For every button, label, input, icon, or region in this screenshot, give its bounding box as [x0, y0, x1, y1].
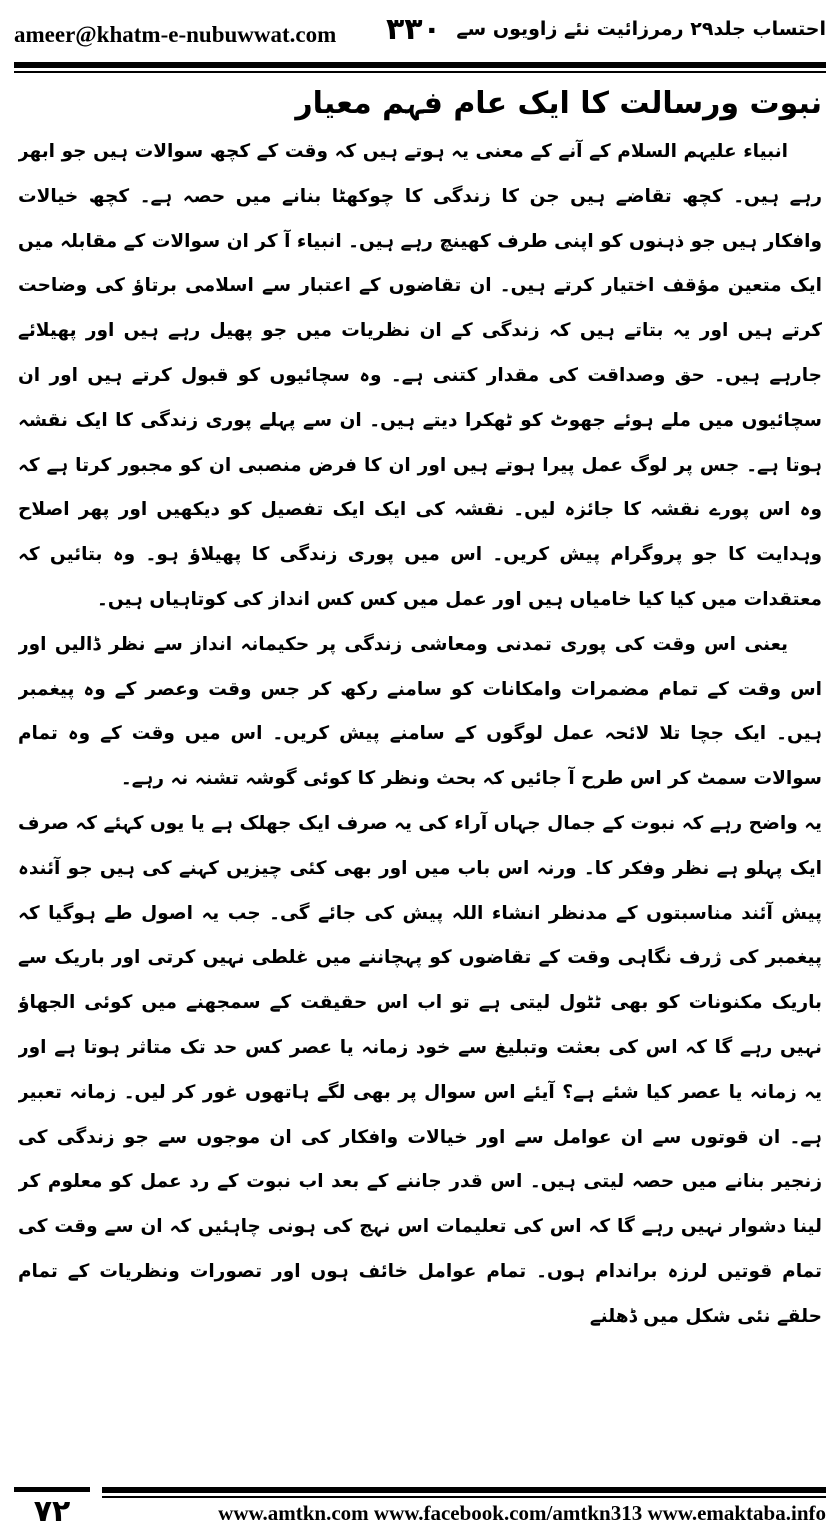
header-rule-thin	[14, 71, 826, 73]
article-heading: نبوت ورسالت کا ایک عام فہم معیار	[295, 86, 822, 121]
header-running-title: احتساب جلد۲۹ رمرزائیت نئے زاویوں سے	[456, 18, 826, 40]
article-paragraph-3: یہ واضح رہے کہ نبوت کے جمال جہاں آراء کی یہ صرف ایک جھلک ہے یا یوں کہئے کہ صرف ایک پہلو ہے نظر وفکر کا۔ ورنہ اس باب میں اور بھی کئی چیزیں کہنے کی ہیں جو آئندہ پیش آئند مناسبتوں کے مدنظر انشاء اللہ پیش کی جائے گی۔ جب یہ اصول طے ہوگیا کہ پیغمبر کی ژرف نگاہی وقت کے تقاضوں کو پہچاننے میں غلطی نہیں کرتی اور باریک سے باریک مکنونات کو بھی ٹٹول لیتی ہے تو اب اس حقیقت کے سمجھنے میں کوئی الجھاؤ نہیں رہے گا کہ اس کی بعثت وتبلیغ سے خود زمانہ یا عصر کس حد تک متاثر ہوتا ہے اور یہ زمانہ یا عصر کیا شئے ہے؟ آیئے اس سوال پر بھی لگے ہاتھوں غور کر لیں۔ زمانہ تعبیر ہے۔ ان قوتوں سے ان عوامل سے اور خیالات وافکار کی ان موجوں سے جو زندگی کی زنجیر بنانے میں حصہ لیتی ہیں۔ اس قدر جاننے کے بعد اب نبوت کے رد عمل کو معلوم کر لینا دشوار نہیں رہے گا کہ اس کی تعلیمات اس نہج کی ہونی چاہئیں کہ ان سے وقت کی تمام قوتیں لرزہ براندام ہوں۔ تمام عوامل خائف ہوں اور تصورات ونظریات کے تمام حلقے نئی شکل میں ڈھلنے	[18, 812, 822, 1327]
footer-page-number: ۷۲	[14, 1487, 90, 1536]
page-header	[14, 10, 826, 56]
footer-rule-thin	[102, 1496, 826, 1498]
page-footer	[14, 1485, 826, 1533]
footer-rule-thick	[102, 1487, 826, 1493]
header-email: ameer@khatm-e-nubuwwat.com	[14, 22, 337, 47]
header-page-number: ۳۳۰	[386, 12, 441, 47]
article-paragraph-2: یعنی اس وقت کی پوری تمدنی ومعاشی زندگی پر حکیمانہ انداز سے نظر ڈالیں اور اس وقت کے تمام مضمرات وامکانات کو سامنے رکھ کر جس وقت وعصر کے وہ پیغمبر ہیں۔ ایک جچا تلا لائحہ عمل لوگوں کے سامنے پیش کریں۔ اس میں وقت کے وہ تمام سوالات سمٹ کر اس طرح آ جائیں کہ بحث ونظر کا کوئی گوشہ تشنہ نہ رہے۔	[18, 633, 822, 790]
footer-links: www.amtkn.com www.facebook.com/amtkn313 www.emaktaba.info	[218, 1501, 826, 1525]
header-rule-thick	[14, 62, 826, 68]
article-paragraph-1: انبیاء علیہم السلام کے آنے کے معنی یہ ہوتے ہیں کہ وقت کے کچھ سوالات ہیں جو ابھر رہے ہیں۔ کچھ تقاضے ہیں جن کا زندگی کا چوکھٹا بنانے میں حصہ ہے۔ کچھ خیالات وافکار ہیں جو ذہنوں کو اپنی طرف کھینچ رہے ہیں۔ انبیاء آ کر ان سوالات کے مقابلہ میں ایک متعین مؤقف اختیار کرتے ہیں۔ ان تقاضوں کے اعتبار سے اسلامی برتاؤ کی وضاحت کرتے ہیں اور یہ بتاتے ہیں کہ زندگی کے ان نظریات میں جو پھیل رہے ہیں اور پھیلائے جارہے ہیں۔ حق وصداقت کی مقدار کتنی ہے۔ وہ سچائیوں کو قبول کرتے ہیں اور ان سچائیوں میں ملے ہوئے جھوٹ کو ٹھکرا دیتے ہیں۔ ان سے پہلے پوری زندگی کا ایک نقشہ ہوتا ہے۔ جس پر لوگ عمل پیرا ہوتے ہیں اور ان کا فرض منصبی ان کو مجبور کرتا ہے کہ وہ اس پورے نقشہ کا جائزہ لیں۔ نقشہ کی ایک ایک تفصیل کو دیکھیں اور پھر اصلاح وہدایت کا جو پروگرام پیش کریں۔ اس میں پوری زندگی کا پھیلاؤ ہو۔ وہ بتائیں کہ معتقدات میں کیا کیا خامیاں ہیں اور عمل میں کس کس انداز کی کوتاہیاں ہیں۔	[18, 141, 822, 610]
article-body	[18, 78, 822, 1463]
